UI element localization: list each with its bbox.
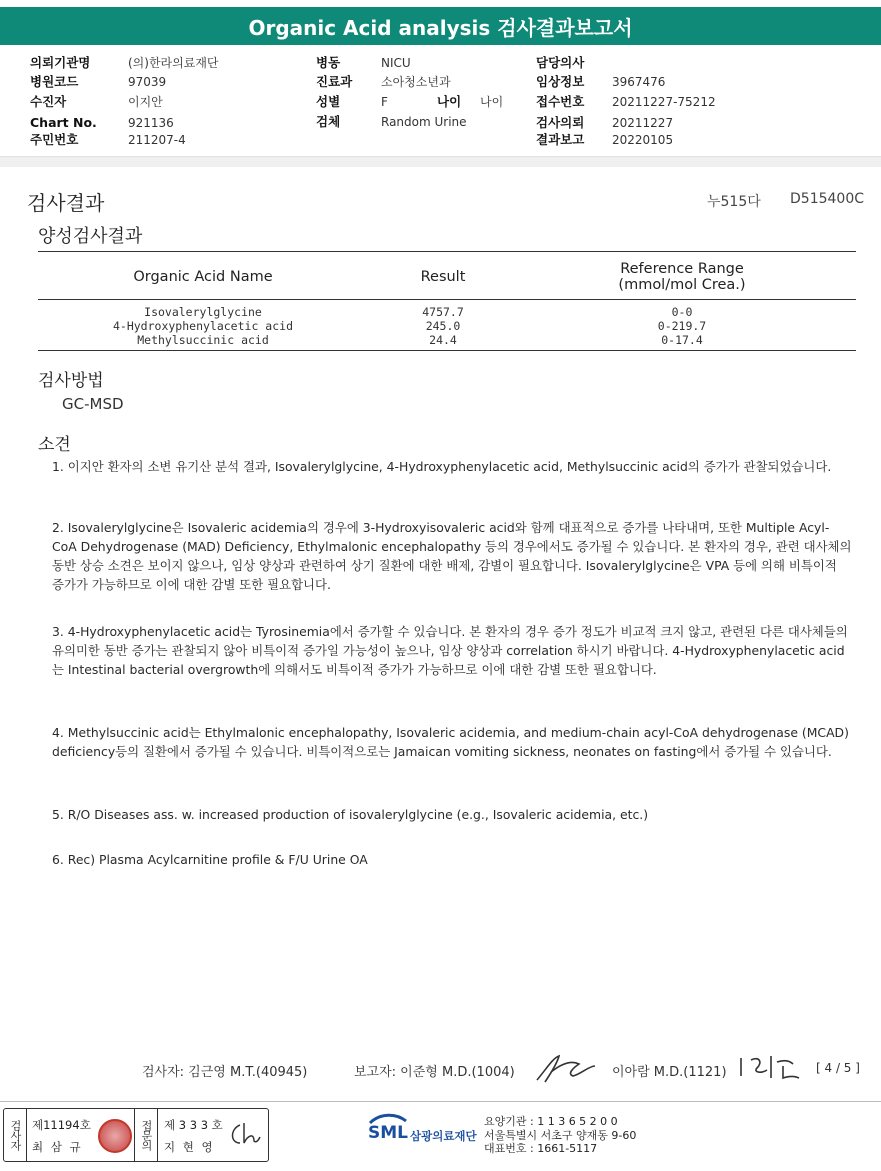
info-label: 임상정보: [536, 74, 585, 89]
finding-3: 3. 4-Hydroxyphenylacetic acid는 Tyrosinemia에서 증가할 수 있습니다. 본 환자의 경우 증가 정도가 비교적 크지 않고, 관련된 다른 대사체들의 유의미한 동반 증가는 관찰되지 않아 비특이적 증가일 가능성이 높으나, 임상 양상과 correlation 하시기 바랍니다. 4-Hydroxyphenylacetic acid는 Intestinal bacterial overgrowth에 의해서도 비특이적 증가가 가능하므로 이에 대한 감별 또한 필요합니다.: [52, 624, 848, 677]
doctor2-signature-line: 이아람 M.D.(1121): [612, 1065, 727, 1080]
doctor2-signature-image: [737, 1050, 803, 1082]
table-cell-result: 245.0: [425, 319, 461, 333]
method-value: GC-MSD: [62, 395, 124, 413]
footer-divider: [0, 1101, 881, 1102]
info-row-receipt: [536, 95, 584, 109]
info-label: 검사의뢰: [536, 115, 585, 130]
info-value-institution: (의)한라의료재단: [128, 56, 219, 70]
patient-info-header: [0, 54, 881, 154]
info-value-chart: 921136: [128, 116, 174, 130]
info-row-report-date: [536, 133, 584, 147]
info-label: 병원코드: [30, 74, 79, 89]
info-value-clinical: 3967476: [612, 75, 666, 89]
info-row-resident-no: [30, 133, 78, 147]
info-label: 성별: [316, 94, 341, 109]
table-header-result: Result: [420, 269, 466, 285]
org-name: 삼광의료재단: [410, 1129, 477, 1143]
info-row-ward: [316, 56, 340, 70]
finding-4: 4. Methylsuccinic acid는 Ethylmalonic encephalopathy, Isovaleric acidemia, and medium-chain acyl-CoA dehydrogenase (MCAD) deficiency등의 질환에서 증가될 수 있습니다. 비특이적으로는 Jamaican vomiting sickness, neonates on fasting에서 증가될 수 있습니다.: [52, 725, 849, 759]
info-row-institution: [30, 56, 90, 70]
info-label: 수진자: [30, 94, 67, 109]
info-label: 검체: [316, 114, 341, 129]
license-no-specialist: 제 3 3 3 호: [164, 1118, 223, 1132]
table-cell-ref: 0-219.7: [657, 319, 707, 333]
info-value-specimen: Random Urine: [381, 115, 467, 129]
header-divider: [0, 156, 881, 167]
info-label: Chart No.: [30, 115, 97, 130]
table-header-rule: [38, 299, 856, 300]
info-row-physician: [536, 56, 584, 70]
license-name-specialist: 지 현 영: [164, 1140, 215, 1154]
info-value-receipt: 20211227-75212: [612, 95, 716, 109]
info-value-patient: 이지안: [128, 95, 163, 109]
license-box: [3, 1108, 269, 1162]
info-row-specimen: [316, 115, 340, 129]
license-label-tester: [4, 1109, 27, 1161]
test-code-kr: 누515다: [707, 194, 761, 210]
org-code: 요양기관 : 1 1 3 6 5 2 0 0: [484, 1115, 618, 1128]
positive-result-heading: 양성검사결과: [38, 226, 143, 247]
info-label: 주민번호: [30, 132, 79, 147]
logo-text: SML: [368, 1123, 408, 1143]
table-header-name: Organic Acid Name: [133, 269, 273, 285]
seal-stamp-icon: [98, 1119, 132, 1153]
license-label-text: 접문의: [140, 1120, 153, 1150]
info-row-request-date: [536, 116, 584, 130]
info-row-sex: [316, 95, 340, 109]
page-number: [ 4 / 5 ]: [816, 1061, 860, 1075]
table-cell-ref: 0-0: [671, 305, 693, 319]
info-value-department: 소아청소년과: [381, 75, 451, 89]
info-value-resident-no: 211207-4: [128, 133, 186, 147]
table-cell-result: 4757.7: [422, 305, 464, 319]
info-label: 의뢰기관명: [30, 55, 91, 70]
info-label: 담당의사: [536, 55, 585, 70]
info-row-chart: [30, 116, 97, 130]
report-title: Organic Acid analysis 검사결과보고서: [0, 7, 881, 45]
reference-header-line2: (mmol/mol Crea.): [618, 277, 746, 293]
table-cell-name: Methylsuccinic acid: [137, 333, 269, 347]
findings-heading: 소견: [38, 435, 71, 455]
reporter-signature-line: 보고자: 이준형 M.D.(1004): [354, 1065, 515, 1080]
info-row-clinical: [536, 75, 584, 89]
info-value-request-date: 20211227: [612, 116, 674, 130]
info-value-ward: NICU: [381, 56, 411, 70]
info-label: 결과보고: [536, 132, 585, 147]
info-label-age: 나이: [437, 94, 462, 109]
finding-6: 6. Rec) Plasma Acylcarnitine profile & F/U Urine OA: [52, 852, 368, 867]
table-bottom-rule: [38, 350, 856, 351]
tester-signature-line: 검사자: 김근영 M.T.(40945): [142, 1065, 308, 1080]
info-value-report-date: 20220105: [612, 133, 674, 147]
finding-1: 1. 이지안 환자의 소변 유기산 분석 결과, Isovalerylglycine, 4-Hydroxyphenylacetic acid, Methylsuccinic acid의 증가가 관찰되었습니다.: [52, 459, 832, 474]
info-label: 접수번호: [536, 94, 585, 109]
result-heading: 검사결과: [27, 191, 105, 215]
specialist-signature-image: [226, 1119, 262, 1149]
info-label: 진료과: [316, 74, 353, 89]
reporter-signature-image: [533, 1050, 597, 1086]
table-header-reference: [580, 261, 784, 293]
table-cell-ref: 0-17.4: [661, 333, 703, 347]
license-label-text: 검사자: [9, 1120, 22, 1150]
license-no-tester: 제11194호: [32, 1118, 91, 1132]
info-row-department: [316, 75, 352, 89]
table-top-rule: [38, 251, 856, 252]
finding-2: 2. Isovalerylglycine은 Isovaleric acidemia의 경우에 3-Hydroxyisovaleric acid와 함께 대표적으로 증가를 나타내며, 또한 Multiple Acyl-CoA Dehydrogenase (MAD) Deficiency, Ethylmalonic encephalopathy 등의 경우에서도 증가될 수 있습니다. 본 환자의 경우, 관련 대사체의 동반 상승 소견은 보이지 않으나, 임상 양상과 관련하여 상기 질환에 대한 배제, 감별이 필요합니다. Isovalerylglycine은 VPA 등에 의해 비특이적 증가가 가능하므로 이에 대한 감별 또한 필요합니다.: [52, 520, 852, 592]
table-cell-result: 24.4: [429, 333, 457, 347]
info-value-hospital-code: 97039: [128, 75, 167, 89]
org-phone: 대표번호 : 1661-5117: [484, 1142, 598, 1155]
org-address: 서울특별시 서초구 양재동 9-60: [484, 1128, 637, 1142]
finding-5: 5. R/O Diseases ass. w. increased production of isovalerylglycine (e.g., Isovaleric acidemia, etc.): [52, 807, 649, 822]
info-value-age: 나이: [480, 95, 504, 109]
table-cell-name: 4-Hydroxyphenylacetic acid: [112, 319, 293, 333]
method-heading: 검사방법: [38, 371, 104, 391]
test-code: D515400C: [790, 191, 864, 207]
license-label-specialist: [134, 1109, 158, 1161]
info-value-sex: F: [381, 95, 388, 109]
license-name-tester: 최 삼 규: [32, 1140, 83, 1154]
info-row-hospital-code: [30, 75, 78, 89]
table-cell-name: Isovalerylglycine: [144, 305, 262, 319]
info-label: 병동: [316, 55, 341, 70]
info-row-patient: [30, 95, 66, 109]
org-info: [484, 1115, 636, 1156]
reference-header-line1: Reference Range: [620, 261, 744, 277]
